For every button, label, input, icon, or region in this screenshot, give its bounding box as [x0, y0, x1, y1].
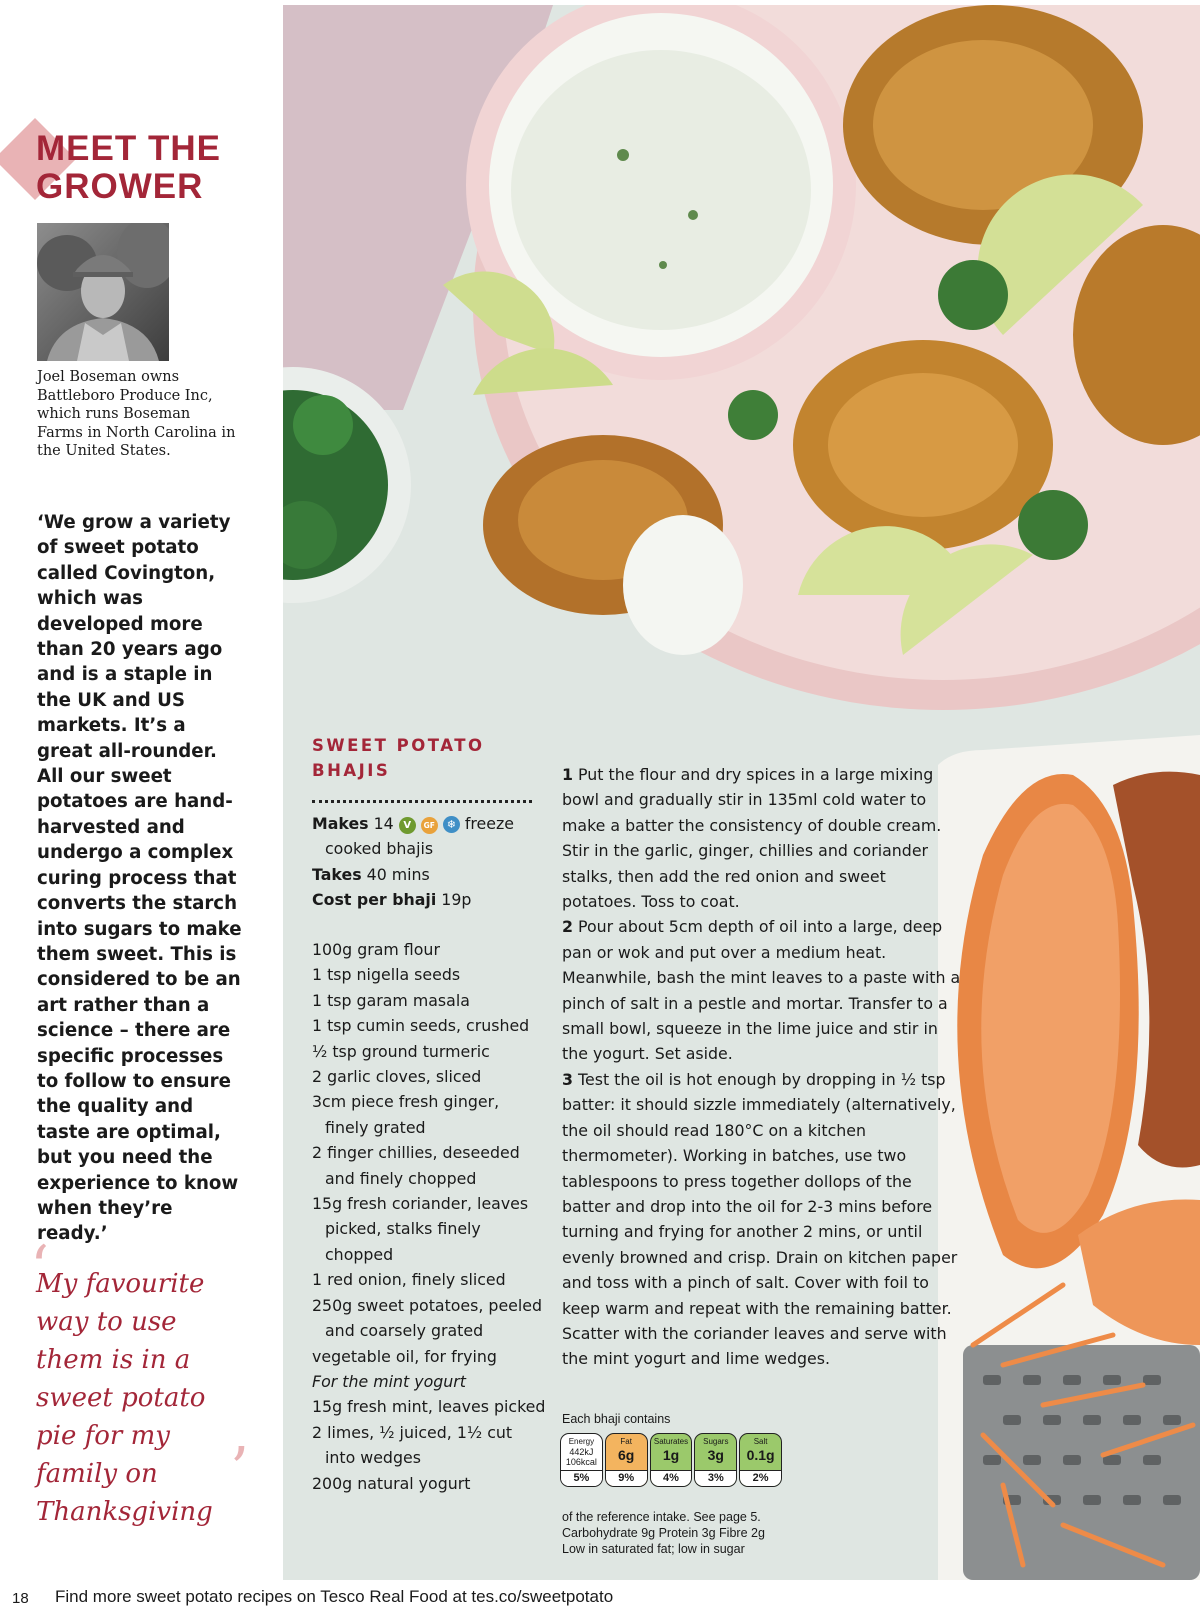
nutrition-item-pct: 3% — [695, 1470, 736, 1486]
ingredient-item: 1 red onion, finely sliced — [312, 1270, 506, 1290]
nutrition-item-label: Sugars — [703, 1437, 729, 1446]
step-number: 3 — [562, 1069, 573, 1089]
nutrition-saturates — [650, 1433, 693, 1487]
nutrition-footnote-1: of the reference intake. See page 5. — [562, 1510, 761, 1524]
page-number: 18 — [12, 1590, 29, 1607]
makes-label: Makes — [312, 814, 369, 833]
grower-heading-line1: MEET THE — [36, 129, 221, 168]
vegetarian-icon: V — [399, 817, 416, 834]
nutrition-footnote-3: Low in saturated fat; low in sugar — [562, 1542, 745, 1556]
handwritten-quote: My favourite way to use them is in a sweet potato pie for my family on Thanksgiving — [36, 1269, 213, 1527]
nutrition-footnote-2: Carbohydrate 9g Protein 3g Fibre 2g — [562, 1526, 765, 1540]
step-number: 1 — [562, 765, 573, 784]
nutrition-energy-kj: 442kJ — [569, 1447, 594, 1457]
nutrition-item-value: 3g — [707, 1447, 724, 1463]
nutrition-item-label: Salt — [753, 1437, 768, 1446]
footer-link-text[interactable]: Find more sweet potato recipes on Tesco Real Food at tes.co/sweetpotato — [55, 1587, 614, 1606]
ingredient-item: 3cm piece fresh ginger, finely grated — [312, 1092, 500, 1137]
ingredient-item: ½ tsp ground turmeric — [312, 1041, 490, 1061]
takes-label: Takes — [312, 864, 362, 884]
close-quote-mark: ’ — [230, 1435, 250, 1505]
nutrition-item-pct: 4% — [651, 1470, 692, 1486]
nutrition-sugars — [694, 1433, 737, 1487]
ingredient-item: 250g sweet potatoes, peeled and coarsely grated — [312, 1295, 543, 1341]
ingredient-item: 200g natural yogurt — [312, 1473, 471, 1493]
method-step — [562, 1070, 957, 1368]
nutrition-item-label: Saturates — [653, 1437, 689, 1446]
recipe-title — [312, 733, 532, 783]
makes-value: 14 — [373, 814, 394, 833]
cost-row — [312, 887, 542, 912]
grower-caption: Joel Boseman owns Battleboro Produce Inc, which runs Boseman Farms in North Carolina in the United States. — [37, 369, 236, 459]
ingredient-item: 15g fresh mint, leaves picked — [312, 1397, 546, 1417]
gluten-free-icon: GF — [421, 817, 438, 834]
freeze-text-2: cooked bhajis — [325, 839, 434, 859]
method-step — [562, 765, 941, 911]
ingredient-item: 15g fresh coriander, leaves picked, stalks finely chopped — [312, 1194, 529, 1264]
recipe-meta — [312, 811, 542, 913]
ingredient-item: 1 tsp garam masala — [312, 990, 470, 1010]
open-quote-mark: ‘ — [30, 1233, 50, 1303]
nutrition-item-value: 1g — [662, 1447, 680, 1463]
takes-value: 40 mins — [366, 864, 430, 884]
nutrition-item-pct: 9% — [606, 1470, 647, 1486]
freeze-text: freeze — [464, 814, 515, 833]
nutrition-item-pct: 2% — [740, 1470, 781, 1486]
nutrition-fat — [605, 1433, 648, 1487]
mint-yogurt-subheading: For the mint yogurt — [312, 1371, 466, 1391]
takes-row — [312, 862, 542, 887]
ingredient-item: 2 finger chillies, deseeded and finely chopped — [312, 1143, 520, 1188]
grower-portrait-photo — [37, 223, 169, 361]
grower-column — [0, 0, 283, 1580]
nutrition-label — [560, 1433, 782, 1487]
nutrition-energy — [560, 1433, 603, 1487]
dotted-divider — [312, 800, 532, 803]
nutrition-footnote — [562, 1509, 822, 1557]
grower-heading-line2: GROWER — [36, 167, 204, 206]
nutrition-item-value: 0.1g — [746, 1447, 775, 1463]
recipe-title-line1: SWEET POTATO — [312, 736, 485, 755]
nutrition-energy-kcal: 106kcal — [565, 1457, 597, 1467]
ingredient-item: 1 tsp cumin seeds, crushed — [312, 1016, 530, 1036]
method-steps — [562, 762, 962, 1372]
nutrition-item-value: 6g — [618, 1447, 635, 1463]
method-step — [562, 917, 960, 1063]
nutrition-energy-pct: 5% — [561, 1470, 602, 1486]
recipe-title-line2: BHAJIS — [312, 761, 391, 780]
step-text: Test the oil is hot enough by dropping in ½ tsp batter: it should sizzle immediately (alternatively, the oil should read 180°C on a kitchen thermometer). Working in batches, use two tablespoons to press together dollops of the batter and drop into the oil for 2-3 mins before turning and frying for another 2 mins, or until evenly browned and crisp. Drain on kitchen paper and toss with a pinch of salt. Cover with foil to keep warm and repeat with the remaining batter. Scatter with the coriander leaves and serve with the mint yogurt and lime wedges. — [562, 1069, 958, 1369]
ingredient-item: 2 garlic cloves, sliced — [312, 1067, 482, 1087]
grower-heading — [36, 130, 276, 206]
ingredient-item: 2 limes, ½ juiced, 1½ cut into wedges — [312, 1422, 513, 1468]
ingredient-item: vegetable oil, for frying — [312, 1346, 497, 1366]
ingredient-item: 1 tsp nigella seeds — [312, 965, 461, 985]
cost-value: 19p — [441, 890, 472, 910]
cost-label: Cost per bhaji — [312, 890, 437, 910]
page-footer — [0, 1587, 1200, 1619]
nutrition-heading: Each bhaji contains — [562, 1412, 671, 1426]
freeze-icon: ❄ — [443, 816, 460, 833]
ingredients-list — [312, 937, 547, 1496]
nutrition-energy-label: Energy — [568, 1437, 595, 1446]
step-number: 2 — [562, 917, 573, 937]
grower-quote: ‘We grow a variety of sweet potato called Covington, which was developed more than 20 years ago and is a staple in the UK and US markets. It’s a great all-rounder. All our sweet potatoes are hand-harvested and undergo a complex curing process that converts the starch into sugars to make them sweet. This is considered to be an art rather than a science – there are specific processes to follow to ensure the quality and taste are optimal, but you need the experience to know when they’re ready.’ — [37, 512, 242, 1245]
ingredient-item: 100g gram flour — [312, 940, 440, 959]
step-text: Put the flour and dry spices in a large mixing bowl and gradually stir in 135ml cold water to make a batter the consistency of double cream. Stir in the garlic, ginger, chillies and coriander stalks, then add the red onion and sweet potatoes. Toss to coat. — [562, 765, 942, 912]
nutrition-item-label: Fat — [620, 1437, 632, 1446]
nutrition-salt — [739, 1433, 782, 1487]
makes-row — [312, 811, 542, 836]
step-text: Pour about 5cm depth of oil into a large, deep pan or wok and put over a medium heat. Meanwhile, bash the mint leaves to a paste with a pinch of salt in a pestle and mortar. Transfer to a small bowl, squeeze in the lime juice and stir in the yogurt. Set aside. — [562, 917, 961, 1064]
